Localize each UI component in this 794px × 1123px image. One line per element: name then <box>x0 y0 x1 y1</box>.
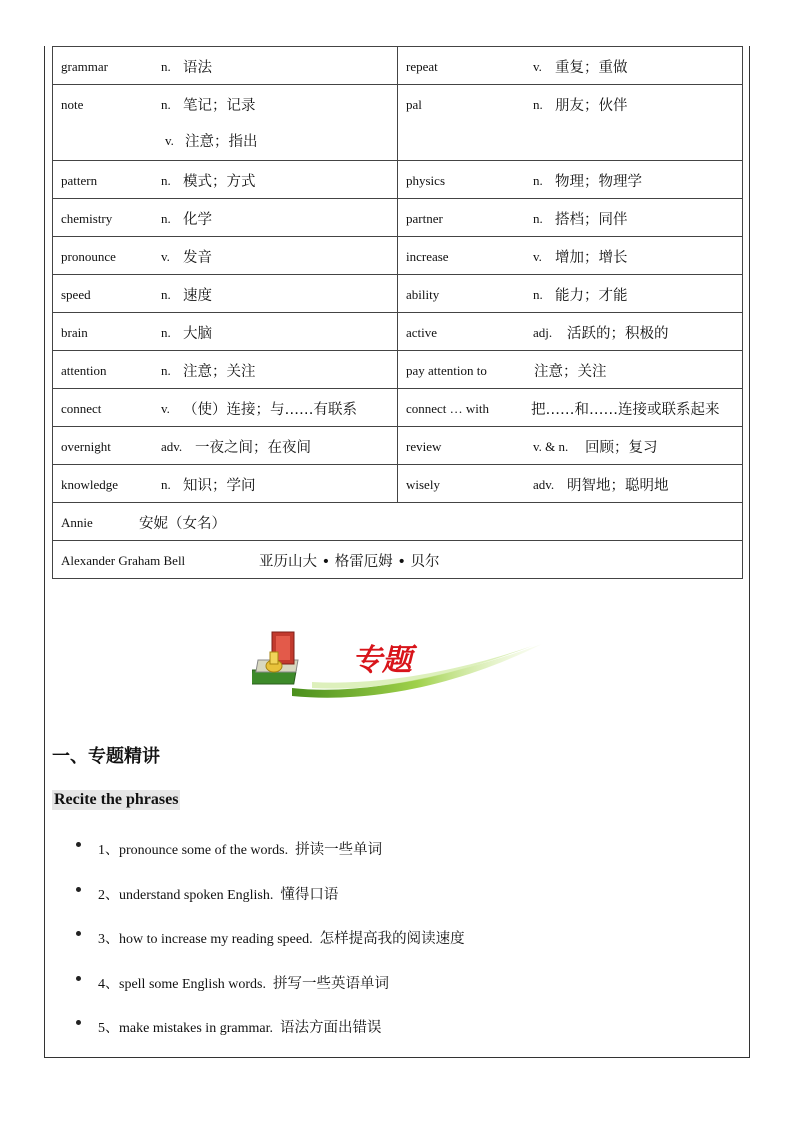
vocab-meaning: 增加；增长 <box>555 250 628 266</box>
vocab-meaning: 速度 <box>183 288 212 304</box>
vocab-cell <box>53 47 398 85</box>
vocab-meaning: （使）连接；与……有联系 <box>183 402 357 418</box>
vocab-cell <box>398 85 743 161</box>
vocab-pos: n. <box>161 59 171 74</box>
vocab-word: connect <box>61 401 102 416</box>
vocab-row <box>53 47 743 85</box>
bullet-icon <box>76 931 81 936</box>
vocab-word: brain <box>61 325 88 340</box>
vocab-pos: v. <box>165 133 174 148</box>
vocab-pos: v. <box>533 249 542 264</box>
vocab-cell <box>398 465 743 503</box>
vocab-pos: n. <box>161 363 171 378</box>
vocab-row <box>53 313 743 351</box>
vocab-meaning: 明智地；聪明地 <box>567 478 669 494</box>
phrase-chinese: 语法方面出错误 <box>279 1020 382 1036</box>
vocab-pos: n. <box>161 325 171 340</box>
vocab-word: speed <box>61 287 91 302</box>
vocab-pos: n. <box>161 477 171 492</box>
vocab-word: Alexander Graham Bell <box>61 553 186 568</box>
topic-banner <box>252 626 544 706</box>
vocab-meaning: 模式；方式 <box>183 174 256 190</box>
vocab-meaning: 重复；重做 <box>555 60 628 76</box>
green-swoosh <box>292 644 542 698</box>
phrase-chinese: 拼读一些单词 <box>295 842 383 858</box>
vocab-word: ability <box>406 287 440 302</box>
vocab-meaning: 注意；关注 <box>183 364 256 380</box>
vocab-meaning: 活跃的；积极的 <box>567 326 669 342</box>
vocab-cell <box>398 161 743 199</box>
phrase-english: 5、make mistakes in grammar. <box>98 1021 273 1036</box>
vocab-row <box>53 427 743 465</box>
phrase-chinese: 懂得口语 <box>280 886 339 903</box>
vocab-word: grammar <box>61 59 108 74</box>
vocab-cell <box>53 313 398 351</box>
vocab-word: pronounce <box>61 249 116 264</box>
vocab-pos: adv. <box>533 477 555 492</box>
vocab-word: pattern <box>61 173 98 188</box>
vocab-word: note <box>61 97 84 112</box>
vocab-meaning: 笔记；记录 <box>183 98 256 114</box>
vocab-pos: n. <box>533 287 543 302</box>
vocab-pos: n. <box>161 211 171 226</box>
vocab-word: Annie <box>61 515 93 530</box>
vocab-cell <box>53 389 398 427</box>
vocab-word: pal <box>406 97 422 112</box>
vocab-word: overnight <box>61 439 111 454</box>
vocab-pos: v. <box>161 249 170 264</box>
vocab-cell <box>398 199 743 237</box>
vocab-pos: n. <box>533 173 543 188</box>
vocab-meaning: 朋友；伙伴 <box>555 98 628 114</box>
vocab-cell <box>53 237 398 275</box>
vocab-row-full <box>53 503 743 541</box>
vocabulary-table <box>52 46 743 579</box>
vocab-meaning: 安妮（女名） <box>139 516 226 532</box>
vocab-meaning: 语法 <box>183 60 212 76</box>
bullet-icon <box>76 842 81 847</box>
vocab-row <box>53 275 743 313</box>
vocab-meaning: 物理；物理学 <box>555 174 642 190</box>
vocab-meaning: 搭档；同伴 <box>555 212 628 228</box>
vocab-meaning: 大脑 <box>183 326 212 342</box>
vocab-row <box>53 351 743 389</box>
phrase-english: 4、spell some English words. <box>98 976 266 992</box>
vocab-meaning: 注意；指出 <box>185 134 258 150</box>
vocab-word: connect … with <box>406 401 490 416</box>
vocab-cell <box>53 503 743 541</box>
vocab-cell <box>53 427 398 465</box>
vocab-cell <box>398 427 743 465</box>
vocab-word: chemistry <box>61 211 113 226</box>
vocab-word: partner <box>406 211 443 226</box>
vocab-pos: adj. <box>533 325 553 340</box>
vocab-word: physics <box>406 173 445 188</box>
vocab-pos: n. <box>161 97 171 112</box>
vocab-cell <box>53 275 398 313</box>
books-icon <box>252 632 298 684</box>
vocab-cell <box>53 541 743 579</box>
vocab-pos: v. <box>161 401 170 416</box>
vocab-word: knowledge <box>61 477 119 492</box>
vocab-pos: adv. <box>161 439 183 454</box>
vocab-word: repeat <box>406 59 438 74</box>
bullet-icon <box>76 976 81 981</box>
vocab-pos: n. <box>161 173 171 188</box>
vocab-row <box>53 465 743 503</box>
vocab-cell <box>398 237 743 275</box>
vocab-meaning: 注意；关注 <box>534 364 607 380</box>
phrase-english: 3、how to increase my reading speed. <box>98 932 313 947</box>
vocab-meaning: 一夜之间；在夜间 <box>195 440 311 456</box>
vocab-row-full <box>53 541 743 579</box>
phrase-english: 2、understand spoken English. <box>98 887 274 903</box>
vocab-row <box>53 85 743 161</box>
vocab-row <box>53 237 743 275</box>
vocab-pos: n. <box>533 211 543 226</box>
vocab-cell <box>398 351 743 389</box>
phrase-chinese: 拼写一些英语单词 <box>273 975 389 992</box>
vocab-meaning: 回顾；复习 <box>585 440 658 456</box>
vocab-pos: n. <box>533 97 543 112</box>
phrase-english: 1、pronounce some of the words. <box>98 843 289 858</box>
vocab-cell <box>398 47 743 85</box>
vocab-word: attention <box>61 363 107 378</box>
bullet-icon <box>76 1020 81 1025</box>
vocab-meaning: 知识；学问 <box>183 478 256 494</box>
vocab-pos: v. <box>533 59 542 74</box>
vocab-cell <box>398 389 743 427</box>
vocab-meaning: 发音 <box>183 250 212 266</box>
vocab-row <box>53 199 743 237</box>
vocab-cell <box>398 275 743 313</box>
vocab-word: pay attention to <box>406 363 487 378</box>
banner-text: 专题 <box>352 643 412 678</box>
vocab-pos: n. <box>161 287 171 302</box>
vocab-meaning: 亚历山大 • 格雷厄姆 • 贝尔 <box>259 554 440 570</box>
vocab-word: active <box>406 325 438 340</box>
vocab-word: review <box>406 439 442 454</box>
vocab-cell <box>53 199 398 237</box>
vocab-cell <box>398 313 743 351</box>
section-title: 一、专题精讲 <box>52 746 160 767</box>
vocab-meaning: 能力；才能 <box>555 288 628 304</box>
vocab-word: wisely <box>406 477 440 492</box>
bullet-icon <box>76 887 81 892</box>
phrase-chinese: 怎样提高我的阅读速度 <box>319 931 465 947</box>
vocab-pos: v. & n. <box>533 439 569 454</box>
subsection-title: Recite the phrases <box>54 791 179 808</box>
vocab-row <box>53 161 743 199</box>
vocab-word: increase <box>406 249 449 264</box>
vocab-meaning: 把……和……连接或联系起来 <box>531 402 720 418</box>
vocab-cell <box>53 351 398 389</box>
vocab-row <box>53 389 743 427</box>
vocab-meaning: 化学 <box>183 212 212 228</box>
vocab-cell <box>53 161 398 199</box>
vocab-cell <box>53 465 398 503</box>
vocab-cell <box>53 85 398 161</box>
